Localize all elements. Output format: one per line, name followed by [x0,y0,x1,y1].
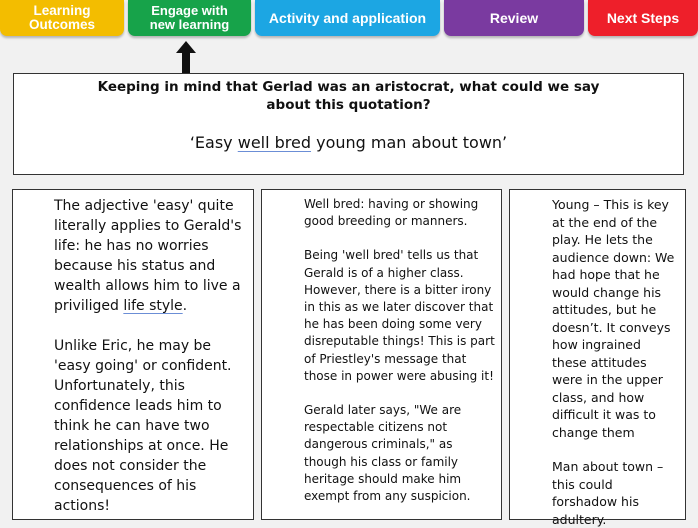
up-arrow-icon [176,41,196,73]
tab-activity-and-application[interactable] [255,0,440,36]
tab-learning-outcomes[interactable] [0,0,124,36]
analysis-panel-easy [12,189,254,520]
tab-review-label: Review [489,9,539,26]
panel-well-bred-para2: Being 'well bred' tells us that Gerald is of a higher class. However, there is a bitter irony in this as we later discover that he has been doing some very disreputable things! This is part of Priestley's message that those in power were abusing it! [304,248,495,383]
panel-well-bred-para1: Well bred: having or showing good breeding or manners. [304,197,479,229]
panel-well-bred-para3: Gerald later says, "We are respectable citizens not dangerous criminals," as though his class or family heritage should make him exempt from any suspicion. [304,403,471,504]
tab-next-steps[interactable] [588,0,698,36]
life-style-text: life style [123,298,183,314]
tab-next-steps-label: Next Steps [606,9,680,26]
quote-well-bred: well bred [237,133,312,152]
para1-text: The adjective 'easy' quite literally applies to Gerald's life: he has no worries because his status and wealth allows him to live a priviliged [54,198,242,314]
analysis-panel-well-bred [261,189,502,520]
panel-young-para2: Man about town – this could forshadow his adultery. [552,459,664,527]
quote-prefix: ‘Easy [189,133,238,152]
quote-suffix: young man about town’ [311,133,508,152]
panel-easy-para1 [54,196,245,316]
tab-review[interactable] [444,0,584,36]
tab-learning-outcomes-label: Learning Outcomes [28,2,96,32]
panel-young-para1: Young – This is key at the end of the play. He lets the audience down: We had hope that he would change his attitudes, but he doesn’t. It conveys how ingrained these attitudes were in the upper class, and how difficult it was to change them [552,197,675,440]
quotation [14,133,683,152]
tab-engage-label: Engage with new learning [149,3,230,32]
analysis-panel-young [509,189,686,527]
question-text: Keeping in mind that Gerlad was an aristocrat, what could we say about this quotation? [97,79,600,113]
tab-activity-label: Activity and application [268,9,427,26]
para1-end: . [182,298,188,314]
panel-easy-para2: Unlike Eric, he may be 'easy going' or confident. Unfortunately, this confidence leads him to think he can have two relationships at once. He does not consider the consequences of his actions! [54,338,232,514]
tab-engage-with-new-learning[interactable] [128,0,251,36]
question-box [13,73,684,175]
